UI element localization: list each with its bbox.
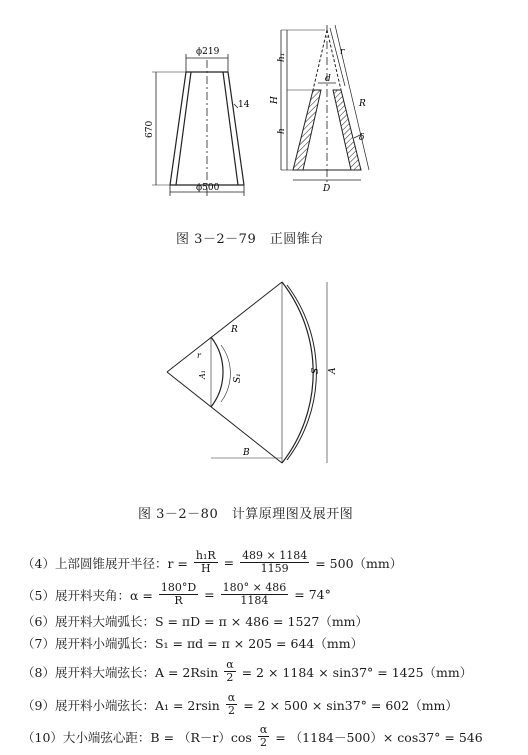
- formula-10-frac: [258, 724, 269, 749]
- formula-9: [22, 692, 458, 717]
- formula-9-frac-num: α: [227, 691, 236, 704]
- formula-8: [22, 659, 472, 684]
- formula-10-frac-den: 2: [260, 736, 268, 749]
- right-frustum-drawing: [281, 25, 369, 182]
- formula-4-frac1: [194, 550, 218, 575]
- formula-4-frac2: [240, 550, 309, 575]
- formula-7: [22, 634, 363, 652]
- formula-8-frac-den: 2: [226, 671, 234, 684]
- sector-upper-edge: [167, 282, 282, 372]
- figure-caption-80: 图 3－2－80 计算原理图及展开图: [138, 507, 354, 522]
- formula-4-prefix: （4）上部圆锥展开半径：r =: [22, 555, 192, 571]
- d-label: d: [325, 74, 331, 84]
- formula-5-frac2: [221, 582, 289, 607]
- sector-lower-edge: [167, 372, 282, 463]
- formula-9-frac-den: 2: [228, 704, 235, 717]
- formula-8-frac-num: α: [226, 658, 234, 671]
- formula-5-eq: =: [200, 587, 219, 602]
- outer-arc: [282, 282, 313, 463]
- B-label: B: [243, 448, 250, 458]
- thickness-label: 14: [238, 100, 250, 110]
- formula-9-frac: [226, 692, 237, 717]
- formula-6-text: （6）展开料大端弧长：S = πD = π × 486 = 1527（mm）: [22, 614, 369, 629]
- formula-4: [22, 550, 402, 575]
- A-label: A: [328, 367, 338, 374]
- figure-caption-79: 图 3－2－79 正圆锥台: [176, 232, 324, 247]
- formula-10: [22, 724, 483, 749]
- left-frustum-drawing: [152, 54, 244, 198]
- formula-5-suffix: = 74°: [290, 587, 331, 602]
- formula-6: [22, 612, 368, 630]
- r-label: r: [197, 351, 201, 360]
- frustum-figure: [130, 20, 400, 225]
- formula-5-frac2-den: 1184: [240, 594, 269, 607]
- R-label: R: [359, 99, 366, 109]
- formula-4-frac1-den: H: [200, 562, 211, 575]
- formula-9-suffix: = 2 × 500 × sin37° = 602（mm）: [239, 697, 458, 713]
- R-label: R: [231, 325, 238, 335]
- S-label: S: [311, 367, 321, 374]
- S1-label: S₁: [233, 373, 243, 383]
- formula-9-prefix: （9）展开料小端弦长：A₁ = 2rsin: [22, 697, 224, 713]
- bottom-diameter-label: ϕ500: [196, 183, 220, 193]
- formula-10-suffix: = （1184－500）× cos37° = 546: [271, 729, 483, 745]
- delta-label: δ: [359, 133, 365, 143]
- formula-4-frac2-den: 1159: [260, 562, 289, 575]
- formula-8-prefix: （8）展开料大端弦长：A = 2Rsin: [22, 664, 223, 680]
- height-label: 670: [145, 120, 155, 138]
- formula-5-frac1-num: 180°D: [160, 581, 197, 594]
- H-label: H: [270, 96, 280, 104]
- formula-5-frac1: [159, 582, 198, 607]
- h-label: h: [277, 128, 287, 134]
- formula-5: [22, 582, 331, 607]
- formula-10-frac-num: α: [259, 723, 268, 736]
- formula-5-frac2-num: 180° × 486: [222, 581, 287, 594]
- A1-label: A₁: [198, 370, 207, 379]
- formula-8-suffix: = 2 × 1184 × sin37° = 1425（mm）: [237, 664, 473, 680]
- formula-5-frac1-den: R: [174, 594, 183, 607]
- formula-4-eq: =: [219, 555, 239, 570]
- development-figure: [155, 275, 365, 475]
- formula-4-suffix: = 500（mm）: [311, 555, 403, 571]
- formula-10-prefix: （10）大小端弦心距：B = （R－r）cos: [22, 729, 256, 745]
- D-label: D: [323, 184, 331, 194]
- r-label: r: [340, 47, 345, 57]
- formula-4-frac1-num: h₁R: [195, 549, 216, 562]
- formula-5-prefix: （5）展开料夹角：α =: [22, 587, 157, 603]
- formula-8-frac: [224, 659, 235, 684]
- formula-4-frac2-num: 489 × 1184: [242, 549, 308, 562]
- h1-label: h₁: [277, 52, 287, 62]
- inner-arc: [211, 337, 223, 407]
- top-diameter-label: ϕ219: [196, 47, 220, 57]
- formula-7-text: （7）展开料小端弧长：S₁ = πd = π × 205 = 644（mm）: [22, 636, 364, 651]
